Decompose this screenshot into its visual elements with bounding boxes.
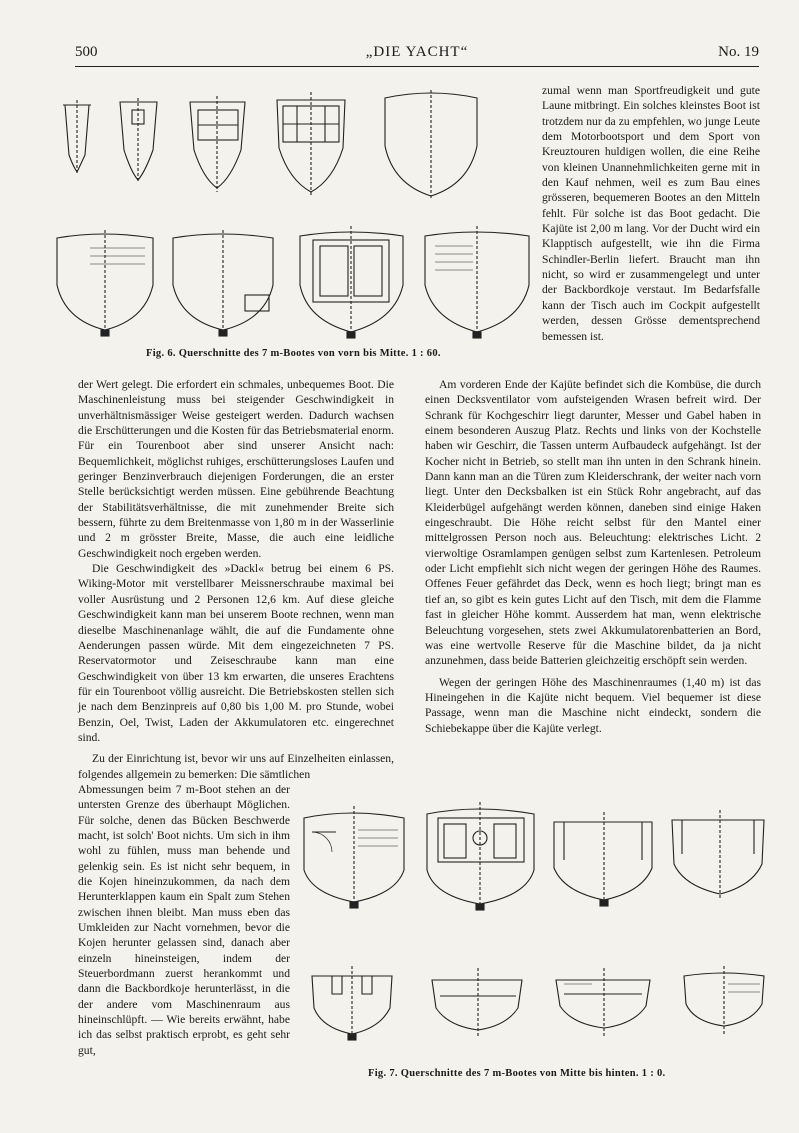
section-9 — [425, 226, 529, 338]
page-number: 500 — [75, 44, 98, 60]
section-8 — [300, 226, 403, 338]
section-5 — [385, 90, 477, 200]
fig6-caption: Fig. 6. Querschnitte des 7 m-Bootes von vorn bis Mitte. 1 : 60. — [146, 348, 441, 359]
paragraph: Abmessungen beim 7 m-Boot stehen an der untersten Grenze des überhaupt Möglichen. Für solche, denen das Bücken Beschwerde macht, ist solch' Boot nichts. Um sich in ihm wohl zu fühlen, muss man behende und gelenkig sein. Es ist nicht sehr bequem, in die Kojen hineinzukommen, da nach dem Herunterklappen kaum ein Spalt zum Stehen zwischen ihnen bleibt. Man muss eben das Umkleiden zur Nacht vornehmen, bevor die Kojen herunter gelassen sind, danach aber einzeln hineinsteigen, indem der Steuerbordmann zuerst herankommt und dann die Backbordkoje herunterlässt, in die der andere vom Maschinenraum aus hineinschlüpft. — Wie bereits erwähnt, habe ich das selbst praktisch erprobt, es geht sehr gut, — [78, 782, 290, 1057]
right-column-top — [542, 83, 760, 344]
section-4 — [277, 92, 345, 196]
paragraph: der Wert gelegt. Die erfordert ein schmales, unbequemes Boot. Die Maschinenleistung muss bei steigender Geschwindigkeit in unverhältnismässiger Weise gesteigert werden. Dadurch wachsen die Erschütterungen und die Kosten für das Betriebsmaterial enorm. Für ein Tourenboot aber sind unserer Ansicht nach: Bequemlichkeit, möglichst ruhiges, erschütterungsloses Laufen und geringer Benzinverbrauch diejenigen Forderungen, die an erster Stelle berücksichtigt werden müssen. Eine gebührende Beachtung der Stabilitätsverhältnisse, die mit zunehmender Breite sich bessern, führte zu dem Breitenmasse von 1,80 m in der Wasserlinie und 2 m grösster Breite, Masse, die auch eine leidliche Geschwindigkeit noch ergeben werden. — [78, 378, 394, 560]
section-1 — [63, 100, 91, 175]
section-15 — [432, 968, 522, 1038]
section-12 — [554, 812, 652, 906]
section-13 — [672, 810, 764, 900]
header-rule — [75, 66, 759, 67]
section-16 — [556, 968, 650, 1036]
fig7-caption: Fig. 7. Querschnitte des 7 m-Bootes von Mitte bis hinten. 1 : 0. — [368, 1068, 666, 1079]
paragraph: Die Geschwindigkeit des »Dackl« betrug bei einem 6 PS. Wiking-Motor mit verstellbarer Meissnerschraube maximal bei voller Ausrüstung und 2 Personen 12,6 km. Auf diese gleiche Geschwindigkeit kann man bei unserem Boote rechnen, wenn man dieselbe Maschinenanlage wählt, die auf die Fundamente ohne Aenderungen passen würde. Mit dem eingezeichneten 7 PS. Reservatormotor und Zeiseschraube kann man eine Geschwindigkeit von über 13 km erwarten, die unseres Erachtens für ein Tourenboot völlig ausreicht. Die Betriebskosten stellen sich je nach dem Benzinpreis auf 0,80 bis 1,00 M. pro Stunde, wobei Benzin, Oel, Twist, Laden der Akkumulatoren etc. eingerechnet sind. — [78, 562, 394, 744]
section-11 — [427, 802, 534, 910]
section-3 — [190, 96, 245, 192]
right-column — [425, 377, 761, 736]
section-17 — [684, 966, 764, 1034]
fig7-drawing — [292, 798, 770, 1060]
page-header — [75, 44, 759, 68]
paragraph: zumal wenn man Sportfreudigkeit und gute Laune mitbringt. Ein solches kleinstes Boot ist trotzdem nur da zu empfehlen, wo junge Leute dem Motorbootsport und dem Sport von Kreuztouren huldigen wollen, die eine Reihe von kleinen Unannehmlichkeiten gerne mit in den Kauf nehmen, weil es zum Bau eines grösseren, bequemeren Bootes an den Mitteln fehlt. Für solche ist das Boot gedacht. Die Kajüte ist 2,00 m lang. Vor der Ducht wird ein Klapptisch aufgestellt, wie ihn die Firma Schindler-Berlin liefert. Braucht man ihn nicht, so wird er zusammengelegt und unter der Backbordkoje verstaut. Im Bedarfsfalle kann der Tisch auch im Cockpit aufgestellt werden, dessen Grösse dementsprechend bemessen ist. — [542, 84, 760, 343]
journal-title: „DIE YACHT“ — [365, 44, 469, 60]
section-14 — [312, 966, 392, 1040]
paragraph: Am vorderen Ende der Kajüte befindet sich die Kombüse, die durch einen Decksventilator vom aufsteigenden Wrasen befreit wird. Der Schrank für Kochgeschirr liegt darunter, Messer und Gabel haben in einem besonderen Auszug Platz. Rechts und links von der Kochstelle haben wir Geschirr, die Tassen unterm Aufbaudeck aufgehängt. Ist der Kocher nicht in Betrieb, so stellt man ihn unten in den Schrank hinein. Dann kann man an die Türen zum Kleiderschrank, der weiter nach vorn liegt. Unter den Decksbalken ist ein Stück Rohr angebracht, auf das Kleiderbügel aufgehängt werden können, daneben sind einige Haken eingeschraubt. Die Höhe reicht selbst für den Mantel einer mittelgrossen Person noch aus. Beleuchtung: elektrisches Licht. 2 vierwoltige Osramlampen genügen selbst zum Kartenlesen. Petroleum oder Licht empfiehlt sich nicht wegen der geringen Höhe des Raumes. Offenes Feuer gefährdet das Deck, wenn es hoch liegt; bringt man es tief an, so gibt es kein gutes Licht auf den Tisch, mit dem die Flamme fast in gleicher Höhe kommt. Ausserdem hat man, wenn elektrische Beleuchtung vorgesehen, stets zwei Akkumulatorenbatterien an Bord, was eine wertvolle Reserve für die Maschine bildet, da ja nicht anzunehmen, dass beide Batterien gleichzeitig erschöpft sein werden. — [425, 378, 761, 668]
paragraph: Zu der Einrichtung ist, bevor wir uns auf Einzelheiten einlassen, folgendes allgemein zu bemerken: Die sämtlichen — [78, 752, 394, 781]
section-6 — [57, 230, 153, 336]
section-7 — [173, 230, 273, 336]
paragraph: Wegen der geringen Höhe des Maschinenraumes (1,40 m) ist das Hineingehen in die Kajüte nicht bequem. Viel bequemer ist diese Passage, wenn man die Maschine nicht eindeckt, sondern die Schiebekappe über die Kajüte verlegt. — [425, 675, 761, 735]
issue-number: No. 19 — [718, 44, 759, 60]
fig6-drawing — [45, 80, 540, 348]
section-2 — [120, 98, 157, 183]
section-10 — [304, 806, 404, 908]
